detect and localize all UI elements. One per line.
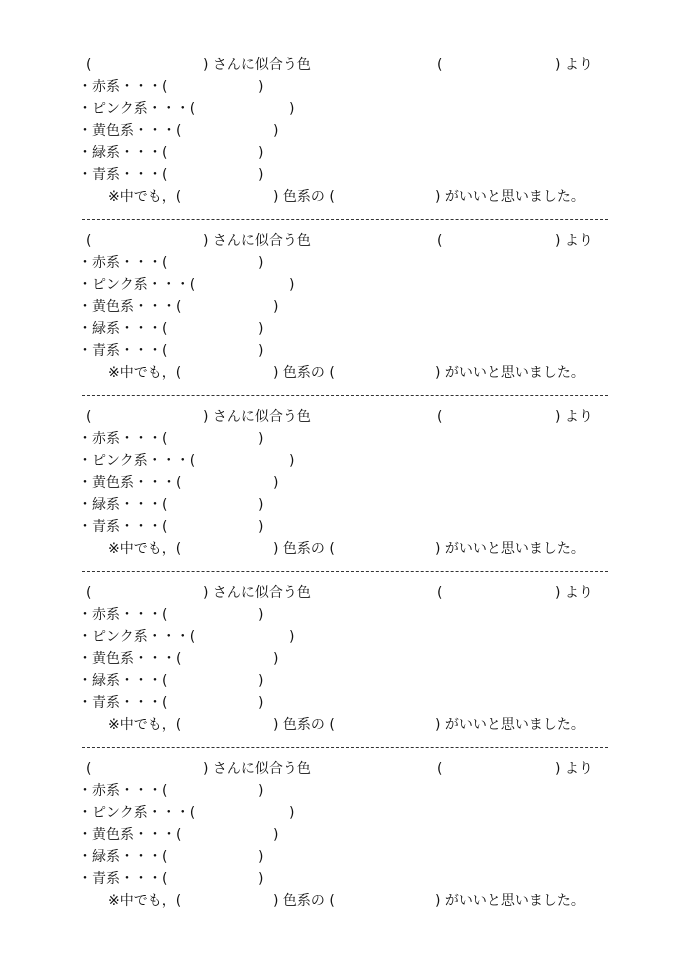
item-close-paren: ): [258, 849, 264, 865]
item-label-green: 緑系・・・(: [92, 849, 168, 865]
item-label-red: 赤系・・・(: [92, 607, 168, 623]
item-close-paren: ): [258, 607, 264, 623]
bullet: ・: [78, 321, 92, 337]
item-row-blue: [0, 164, 688, 186]
bullet: ・: [78, 123, 92, 139]
item-row-pink: [0, 802, 688, 824]
bullet: ・: [78, 519, 92, 535]
bullet: ・: [78, 629, 92, 645]
bullet: ・: [78, 79, 92, 95]
summary-prefix: ※中でも，(: [108, 189, 182, 205]
survey-block: [0, 758, 688, 934]
bullet: ・: [78, 805, 92, 821]
item-close-paren: ): [289, 277, 295, 293]
item-close-paren: ): [258, 79, 264, 95]
item-row-pink: [0, 274, 688, 296]
item-label-green: 緑系・・・(: [92, 673, 168, 689]
survey-block: [0, 406, 688, 582]
bullet: ・: [78, 849, 92, 865]
item-row-green: [0, 494, 688, 516]
item-close-paren: ): [258, 519, 264, 535]
summary-suffix: ) がいいと思いました。: [435, 893, 585, 909]
from-close-label: ) より: [555, 409, 593, 425]
name-open-paren: (: [86, 57, 92, 73]
item-label-yellow: 黄色系・・・(: [92, 827, 182, 843]
bullet: ・: [78, 101, 92, 117]
item-label-pink: ピンク系・・・(: [92, 805, 196, 821]
item-row-blue: [0, 868, 688, 890]
summary-row: [0, 890, 688, 912]
item-row-yellow: [0, 824, 688, 846]
name-open-paren: (: [86, 233, 92, 249]
summary-prefix: ※中でも，(: [108, 541, 182, 557]
item-label-yellow: 黄色系・・・(: [92, 123, 182, 139]
from-close-label: ) より: [555, 233, 593, 249]
bullet: ・: [78, 167, 92, 183]
item-close-paren: ): [258, 871, 264, 887]
item-label-pink: ピンク系・・・(: [92, 101, 196, 117]
summary-middle: ) 色系の (: [273, 893, 335, 909]
bullet: ・: [78, 431, 92, 447]
item-label-pink: ピンク系・・・(: [92, 453, 196, 469]
summary-prefix: ※中でも，(: [108, 717, 182, 733]
item-row-green: [0, 846, 688, 868]
bullet: ・: [78, 695, 92, 711]
item-close-paren: ): [289, 629, 295, 645]
from-open-paren: (: [437, 761, 443, 777]
summary-suffix: ) がいいと思いました。: [435, 189, 585, 205]
item-close-paren: ): [258, 783, 264, 799]
bullet: ・: [78, 343, 92, 359]
summary-prefix: ※中でも，(: [108, 365, 182, 381]
bullet: ・: [78, 453, 92, 469]
summary-suffix: ) がいいと思いました。: [435, 717, 585, 733]
summary-suffix: ) がいいと思いました。: [435, 365, 585, 381]
bullet: ・: [78, 827, 92, 843]
item-close-paren: ): [258, 255, 264, 271]
from-open-paren: (: [437, 409, 443, 425]
header-row: [0, 54, 688, 76]
name-open-paren: (: [86, 585, 92, 601]
summary-middle: ) 色系の (: [273, 365, 335, 381]
item-row-red: [0, 428, 688, 450]
item-close-paren: ): [258, 431, 264, 447]
item-row-red: [0, 780, 688, 802]
item-row-red: [0, 604, 688, 626]
bullet: ・: [78, 607, 92, 623]
bullet: ・: [78, 673, 92, 689]
bullet: ・: [78, 651, 92, 667]
item-close-paren: ): [258, 145, 264, 161]
bullet: ・: [78, 277, 92, 293]
summary-row: [0, 714, 688, 736]
bullet: ・: [78, 497, 92, 513]
name-close-label: ) さんに似合う色: [203, 761, 311, 777]
item-label-yellow: 黄色系・・・(: [92, 299, 182, 315]
header-row: [0, 582, 688, 604]
item-close-paren: ): [258, 321, 264, 337]
item-close-paren: ): [273, 475, 279, 491]
dashed-divider: [82, 219, 608, 220]
item-label-blue: 青系・・・(: [92, 343, 168, 359]
item-label-pink: ピンク系・・・(: [92, 629, 196, 645]
item-close-paren: ): [289, 101, 295, 117]
item-label-blue: 青系・・・(: [92, 167, 168, 183]
item-row-pink: [0, 98, 688, 120]
summary-row: [0, 538, 688, 560]
dashed-divider: [82, 747, 608, 748]
name-close-label: ) さんに似合う色: [203, 57, 311, 73]
item-row-pink: [0, 450, 688, 472]
from-open-paren: (: [437, 233, 443, 249]
bullet: ・: [78, 475, 92, 491]
item-close-paren: ): [289, 453, 295, 469]
survey-block: [0, 582, 688, 758]
from-open-paren: (: [437, 57, 443, 73]
item-label-red: 赤系・・・(: [92, 255, 168, 271]
summary-middle: ) 色系の (: [273, 189, 335, 205]
bullet: ・: [78, 255, 92, 271]
summary-middle: ) 色系の (: [273, 717, 335, 733]
dashed-divider: [82, 395, 608, 396]
survey-block: [0, 230, 688, 406]
from-close-label: ) より: [555, 761, 593, 777]
item-label-blue: 青系・・・(: [92, 695, 168, 711]
item-close-paren: ): [273, 299, 279, 315]
item-close-paren: ): [258, 343, 264, 359]
from-close-label: ) より: [555, 57, 593, 73]
item-row-pink: [0, 626, 688, 648]
item-close-paren: ): [258, 167, 264, 183]
dashed-divider: [82, 571, 608, 572]
summary-row: [0, 362, 688, 384]
item-row-yellow: [0, 120, 688, 142]
item-label-blue: 青系・・・(: [92, 519, 168, 535]
item-close-paren: ): [273, 123, 279, 139]
summary-middle: ) 色系の (: [273, 541, 335, 557]
color-survey-sheet: [0, 54, 688, 934]
item-label-green: 緑系・・・(: [92, 145, 168, 161]
survey-block: [0, 54, 688, 230]
name-close-label: ) さんに似合う色: [203, 585, 311, 601]
item-close-paren: ): [258, 497, 264, 513]
header-row: [0, 758, 688, 780]
item-row-yellow: [0, 648, 688, 670]
item-row-green: [0, 318, 688, 340]
item-row-yellow: [0, 472, 688, 494]
bullet: ・: [78, 871, 92, 887]
item-label-red: 赤系・・・(: [92, 79, 168, 95]
item-row-green: [0, 670, 688, 692]
summary-suffix: ) がいいと思いました。: [435, 541, 585, 557]
summary-prefix: ※中でも，(: [108, 893, 182, 909]
item-close-paren: ): [273, 651, 279, 667]
item-row-red: [0, 252, 688, 274]
item-row-green: [0, 142, 688, 164]
item-label-green: 緑系・・・(: [92, 321, 168, 337]
item-row-blue: [0, 692, 688, 714]
name-open-paren: (: [86, 761, 92, 777]
item-close-paren: ): [258, 695, 264, 711]
bullet: ・: [78, 783, 92, 799]
item-label-red: 赤系・・・(: [92, 431, 168, 447]
item-label-yellow: 黄色系・・・(: [92, 651, 182, 667]
item-row-red: [0, 76, 688, 98]
item-label-pink: ピンク系・・・(: [92, 277, 196, 293]
item-close-paren: ): [289, 805, 295, 821]
item-row-blue: [0, 340, 688, 362]
from-close-label: ) より: [555, 585, 593, 601]
name-close-label: ) さんに似合う色: [203, 409, 311, 425]
item-label-yellow: 黄色系・・・(: [92, 475, 182, 491]
item-label-green: 緑系・・・(: [92, 497, 168, 513]
name-open-paren: (: [86, 409, 92, 425]
item-label-blue: 青系・・・(: [92, 871, 168, 887]
header-row: [0, 406, 688, 428]
summary-row: [0, 186, 688, 208]
item-close-paren: ): [273, 827, 279, 843]
name-close-label: ) さんに似合う色: [203, 233, 311, 249]
from-open-paren: (: [437, 585, 443, 601]
bullet: ・: [78, 145, 92, 161]
item-row-blue: [0, 516, 688, 538]
bullet: ・: [78, 299, 92, 315]
item-close-paren: ): [258, 673, 264, 689]
item-row-yellow: [0, 296, 688, 318]
item-label-red: 赤系・・・(: [92, 783, 168, 799]
header-row: [0, 230, 688, 252]
